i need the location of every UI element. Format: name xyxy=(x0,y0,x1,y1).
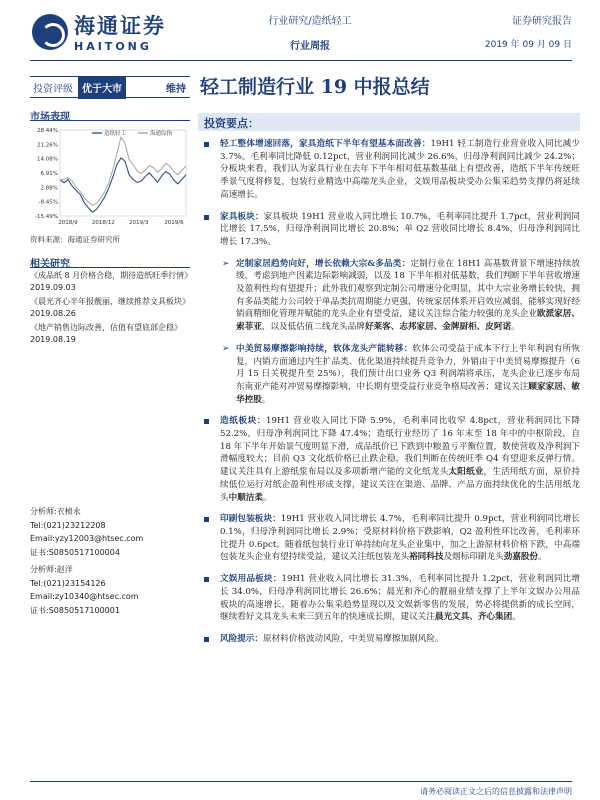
y-tick-label: -8.45% xyxy=(38,199,58,206)
series-line xyxy=(60,158,186,212)
logo-cn: 海通证券 xyxy=(74,13,166,38)
point-paper: 造纸板块：19H1 营业收入同比下降 5.9%，毛利率同比收窄 4.8pct，营业利润同比下降 52.2%，归母净利润同比下降 47.4%；造纸行业经历了 16 年末至 18 年中的中枢阶段，自 18 年下半年开始景气度明显下滑，成品纸价已下跌到中粮盈亏平衡位置，数使营收及净利润下滑幅度较大；目前 Q3 文化纸价格已止跌企稳，我们判断在传统旺季 Q4 有望迎来反弹行情。建议关注具有上游纸浆布局以及多项新增产能的文化纸龙头太阳纸业，生活用纸方面，原价持续低位运行对纸企盈利性形成支撑，建议关注在渠道、品牌、产品方面持续优化的生活用纸龙头中顺洁柔。 xyxy=(198,415,580,504)
rating-status: 维持 xyxy=(166,83,186,95)
chart-source: 资料来源：海通证券研究所 xyxy=(30,235,120,244)
point-overall: 轻工整体增速回落，家具造纸下半年有望基本面改善：19H1 轻工制造行业营业收入同比减少 3.7%。毛利率同比降低 0.12pct，营业利润同比减少 26.6%，归母净利润同比减少 24.2%；分板块来看，我们认为家具行业在去年下半年相对低基数基础上有望改善，造纸下半年传统旺季景气度将修复，包装行业精选中高端龙头企业，文娱用品板块受办公集采趋势支撑仍将延续高速增长。 xyxy=(198,138,580,202)
market-heading: 市场表现 xyxy=(30,112,70,123)
haitong-logo-icon xyxy=(32,14,68,50)
analyst-contacts xyxy=(30,505,190,617)
point-soft-furniture: ➢ 中美贸易摩擦影响持续，软体龙头产能转移：软体公司受益于成本下行上半年利润有所恢复，内销方面通过内生扩品类、优化渠道持续提升竞争力，外销由于中美贸易摩擦提升（6 月 15 日关税提升至 25%），我们预计出口业务 Q3 利润端将承压，龙头企业已逐步布局东南亚产能对冲贸易摩擦影响，中长期有望受益行业竞争格局改善；建议关注顾家家居、敏华控股。 xyxy=(220,343,580,407)
related-item[interactable]: 《成品纸 8 月价格合稳，期待造纸旺季行情》2019.09.03 xyxy=(30,271,193,292)
header-divider xyxy=(30,60,572,61)
x-tick-label: 2019/6 xyxy=(164,220,184,226)
footer-divider xyxy=(30,781,572,782)
analyst-tel: Tel:(021)23212208 xyxy=(30,520,106,530)
page-header xyxy=(0,0,600,62)
point-packaging: 印刷包装板块：19H1 营业收入同比增长 4.7%，毛利率同比提升 0.9pct，营业利润同比增长 0.1%，归母净利润同比增长 2.9%；受原材料价格下跌影响，Q2 盈利性环比改善，毛利率环比提升 0.6pct。随着纸包装行业订单持续向龙头企业集中，加之上游原材料价格下跌，中高端包装龙头企业有望持续受益，建议关注纸包装龙头裕同科技及烟标印刷龙头劲嘉股份。 xyxy=(198,513,580,564)
rating-value: 优于大市 xyxy=(78,76,126,99)
y-tick-label: 21.26% xyxy=(37,142,58,149)
analyst-cert: 证书:S0850517100004 xyxy=(30,547,120,557)
logo-en: HAITONG xyxy=(74,40,152,53)
related-research-list xyxy=(30,270,193,348)
x-tick-label: 2018/9 xyxy=(58,220,78,226)
point-stationery: 文娱用品板块：19H1 营业收入同比增长 31.3%，毛利率同比提升 1.2pct，营业利润同比增长 34.0%，归母净利润同比增长 26.6%；晨光和齐心的靓丽业绩支撑了上半年文娱办公用品板块的高速增长，随着办公集采趋势显现以及文娱新零售的发展，势必将提供新的成长空间，继续看好文具龙头未来三到五年的快速成长期，建议关注晨光文具、齐心集团。 xyxy=(198,573,580,624)
analyst-email[interactable]: Email:zy10340@htsec.com xyxy=(30,592,139,601)
legend-label: 海通综指 xyxy=(150,131,173,137)
analyst-name: 分析师:衣桢永 xyxy=(30,507,81,516)
plot-frame xyxy=(60,130,186,216)
related-item[interactable]: 《晨光齐心半年报靓丽，继续推荐文具板块》2019.08.26 xyxy=(30,297,190,318)
market-divider xyxy=(30,120,190,121)
analyst-cert: 证书:S0850517100001 xyxy=(30,605,120,615)
rating-label: 投资评级 xyxy=(33,83,73,95)
related-divider xyxy=(30,267,190,268)
analyst-name: 分析师:赵洋 xyxy=(30,565,73,574)
point-risk: 风险提示：原材料价格波动风险，中美贸易摩擦加剧风险。 xyxy=(198,633,580,646)
key-points-heading: 投资要点： xyxy=(198,113,580,131)
point-custom-furniture: ➢ 定制家居趋势向好，增长依赖大宗&多品类：定制行业在 18H1 高基数背景下增速持续放缓，考虑到地产因素边际影响减弱，以及 18 下半年相对低基数，我们判断下半年营收增速及盈利性均有望提升；此外我们观察到定制公司增速分化明显，其中大宗业务增长较快，拥有多品类能力公司较于单品类抗周期能力更强，传统家居体系开启效应减弱，能够实现好经销商精细化管理并赋能的龙头企业有望受益，建议关注综合能力较强的龙头企业欧派家居、索菲亚，以及低估值二线龙头品牌好莱客、志邦家居、金牌厨柜、皮阿诺。 xyxy=(220,258,580,334)
header-type: 行业周报 xyxy=(290,41,330,52)
analyst-tel: Tel:(021)23154126 xyxy=(30,578,106,588)
analyst-email[interactable]: Email:yzy12003@htsec.com xyxy=(30,534,144,543)
header-category: 行业研究/造纸轻工 xyxy=(268,16,352,27)
point-furniture: 家具板块：家具板块 19H1 营业收入同比增长 10.7%，毛利率同比提升 1.7pct，营业利润同比增长 17.5%，归母净利润同比增长 20.8%；单 Q2 营收同比增长 8.4%，归母净利润同比增长 17.3%。 xyxy=(198,211,580,249)
report-date: 2019 年 09 月 09 日 xyxy=(484,40,572,50)
y-tick-label: 28.44% xyxy=(37,128,58,134)
report-title: 轻工制造行业 19 中报总结 xyxy=(200,76,430,98)
series-line xyxy=(60,137,186,205)
y-tick-label: 14.08% xyxy=(37,156,58,163)
related-item[interactable]: 《地产销售边际改善，估值有望底部企稳》2019.08.19 xyxy=(30,323,182,344)
y-tick-label: 2.88% xyxy=(40,185,58,192)
y-tick-label: 6.91% xyxy=(40,171,58,177)
x-tick-label: 2019/3 xyxy=(128,220,149,226)
haitong-logo xyxy=(32,10,166,53)
footer-disclaimer: 请务必阅读正文之后的信息披露和法律声明 xyxy=(420,787,572,796)
y-tick-label: -15.49% xyxy=(35,214,58,220)
market-performance-chart xyxy=(30,124,190,228)
report-label: 证券研究报告 xyxy=(512,16,572,27)
related-heading: 相关研究 xyxy=(30,259,70,270)
key-points-body xyxy=(198,138,580,655)
investment-rating xyxy=(30,76,190,98)
x-tick-label: 2018/12 xyxy=(91,220,115,226)
legend-label: 造纸轻工 xyxy=(104,131,127,137)
